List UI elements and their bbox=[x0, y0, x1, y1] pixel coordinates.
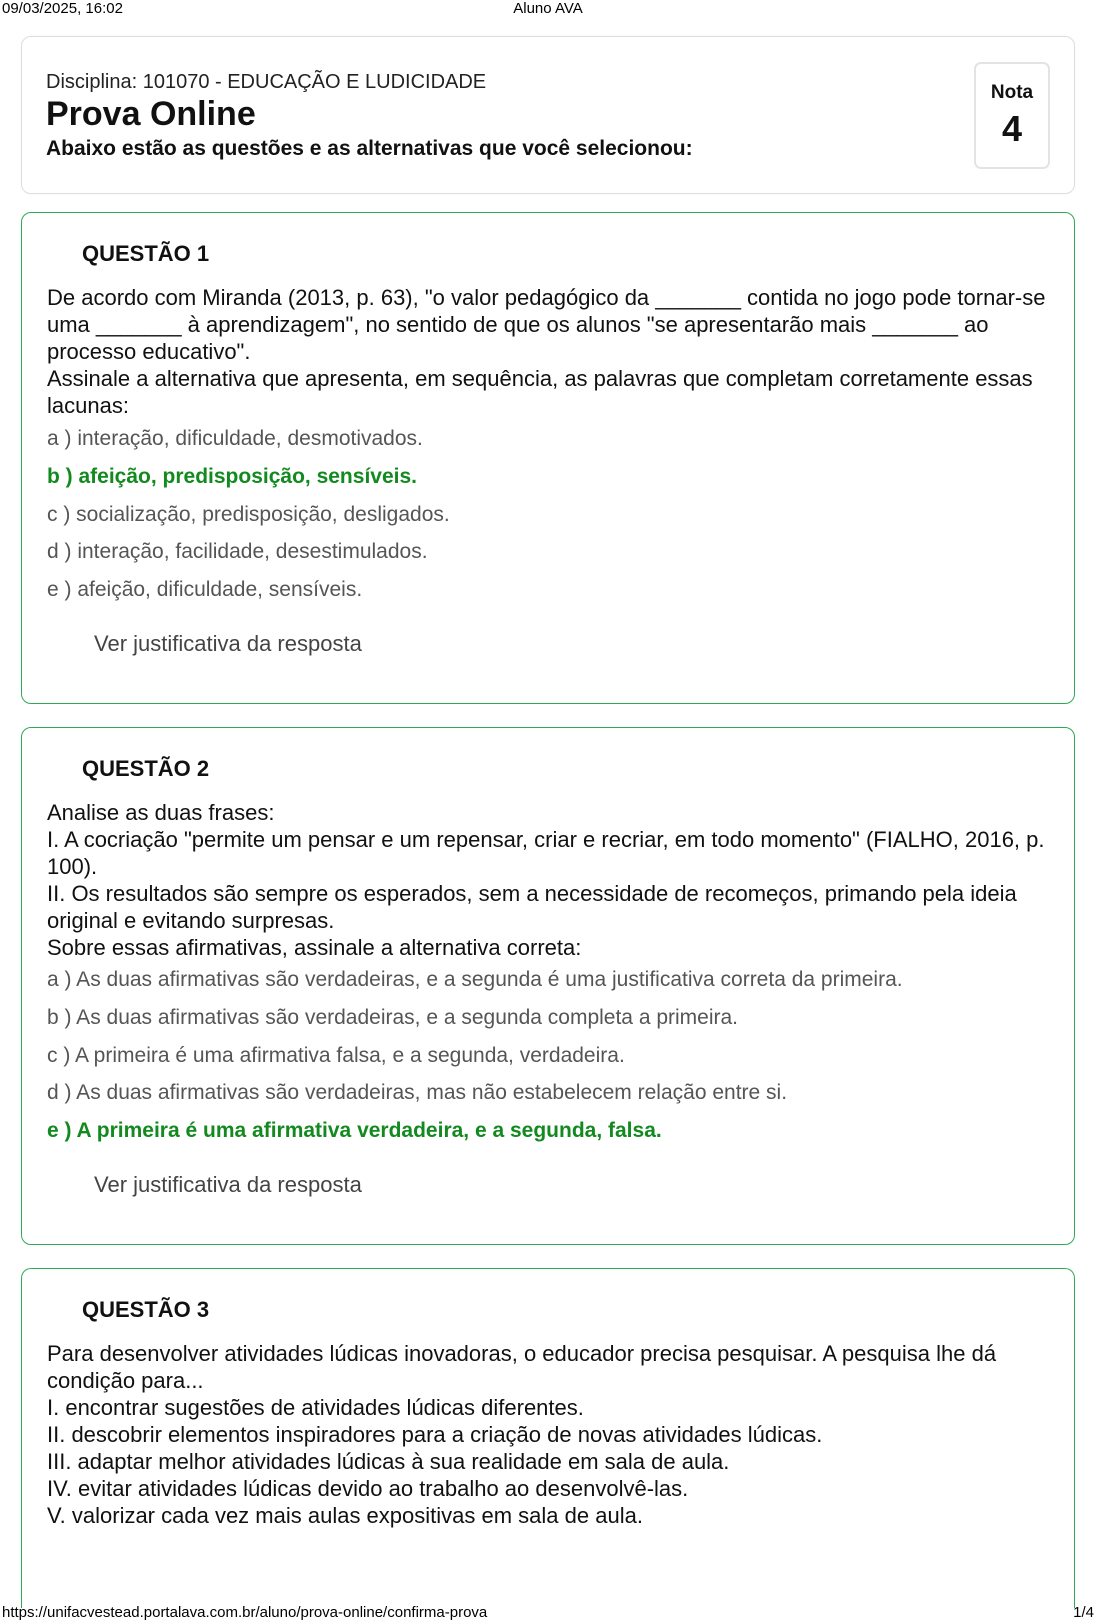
print-datetime: 09/03/2025, 16:02 bbox=[2, 0, 123, 17]
print-page-number: 1/4 bbox=[1073, 1604, 1094, 1621]
question-text: Analise as duas frases: bbox=[47, 800, 275, 825]
page-title: Prova Online bbox=[46, 95, 256, 133]
option-b-selected: b ) afeição, predisposição, sensíveis. bbox=[47, 465, 417, 488]
question-card-1 bbox=[21, 212, 1075, 704]
question-text: I. A cocriação "permite um pensar e um repensar, criar e recriar, em todo momento" (FIALHO, 2016, p. 100). bbox=[47, 827, 1051, 879]
question-text: IV. evitar atividades lúdicas devido ao trabalho ao desenvolvê-las. bbox=[47, 1476, 689, 1501]
option-a: a ) As duas afirmativas são verdadeiras, e a segunda é uma justificativa correta da primeira. bbox=[47, 968, 903, 991]
grade-box bbox=[974, 62, 1050, 169]
option-d: d ) interação, facilidade, desestimulados. bbox=[47, 540, 428, 563]
option-b: b ) As duas afirmativas são verdadeiras, e a segunda completa a primeira. bbox=[47, 1006, 739, 1029]
question-title: QUESTÃO 1 bbox=[82, 241, 210, 266]
option-e: e ) afeição, dificuldade, sensíveis. bbox=[47, 578, 363, 601]
discipline-label: Disciplina: 101070 - EDUCAÇÃO E LUDICIDADE bbox=[46, 71, 487, 93]
question-text: Para desenvolver atividades lúdicas inovadoras, o educador precisa pesquisar. A pesquisa lhe dá condição para... bbox=[47, 1341, 1003, 1393]
option-e-selected: e ) A primeira é uma afirmativa verdadeira, e a segunda, falsa. bbox=[47, 1119, 662, 1142]
question-card-2 bbox=[21, 727, 1075, 1245]
grade-label: Nota bbox=[990, 82, 1034, 103]
print-footer bbox=[0, 1604, 1096, 1622]
grade-value: 4 bbox=[1001, 108, 1023, 149]
question-text: III. adaptar melhor atividades lúdicas à sua realidade em sala de aula. bbox=[47, 1449, 730, 1474]
question-text: Assinale a alternativa que apresenta, em sequência, as palavras que completam corretamente essas lacunas: bbox=[47, 366, 1039, 418]
option-c: c ) A primeira é uma afirmativa falsa, e a segunda, verdadeira. bbox=[47, 1044, 625, 1067]
question-text: V. valorizar cada vez mais aulas expositivas em sala de aula. bbox=[47, 1503, 643, 1528]
question-title: QUESTÃO 3 bbox=[82, 1297, 210, 1322]
question-text: I. encontrar sugestões de atividades lúdicas diferentes. bbox=[47, 1395, 584, 1420]
print-title: Aluno AVA bbox=[513, 0, 583, 17]
question-body bbox=[47, 1340, 1057, 1529]
view-justification-link[interactable]: Ver justificativa da resposta bbox=[94, 631, 362, 656]
option-c: c ) socialização, predisposição, desligados. bbox=[47, 503, 450, 526]
page-subtitle: Abaixo estão as questões e as alternativas que você selecionou: bbox=[46, 137, 693, 160]
option-a: a ) interação, dificuldade, desmotivados. bbox=[47, 427, 423, 450]
question-body bbox=[47, 284, 1057, 419]
question-title: QUESTÃO 2 bbox=[82, 756, 210, 781]
option-d: d ) As duas afirmativas são verdadeiras, mas não estabelecem relação entre si. bbox=[47, 1081, 788, 1104]
question-card-3 bbox=[21, 1268, 1075, 1608]
exam-header-card bbox=[21, 36, 1075, 194]
question-text: De acordo com Miranda (2013, p. 63), "o valor pedagógico da _______ contida no jogo pode tornar-se uma _______ à aprendizagem", no sentido de que os alunos "se apresentarão mais _______ ao processo educativo". bbox=[47, 285, 1052, 364]
print-header bbox=[0, 0, 1096, 18]
question-text: II. Os resultados são sempre os esperados, sem a necessidade de recomeços, primando pela ideia original e evitando surpresas. bbox=[47, 881, 1023, 933]
question-text: Sobre essas afirmativas, assinale a alternativa correta: bbox=[47, 935, 582, 960]
print-url: https://unifacvestead.portalava.com.br/aluno/prova-online/confirma-prova bbox=[2, 1604, 488, 1621]
question-text: II. descobrir elementos inspiradores para a criação de novas atividades lúdicas. bbox=[47, 1422, 823, 1447]
view-justification-link[interactable]: Ver justificativa da resposta bbox=[94, 1172, 362, 1197]
question-body bbox=[47, 799, 1057, 961]
